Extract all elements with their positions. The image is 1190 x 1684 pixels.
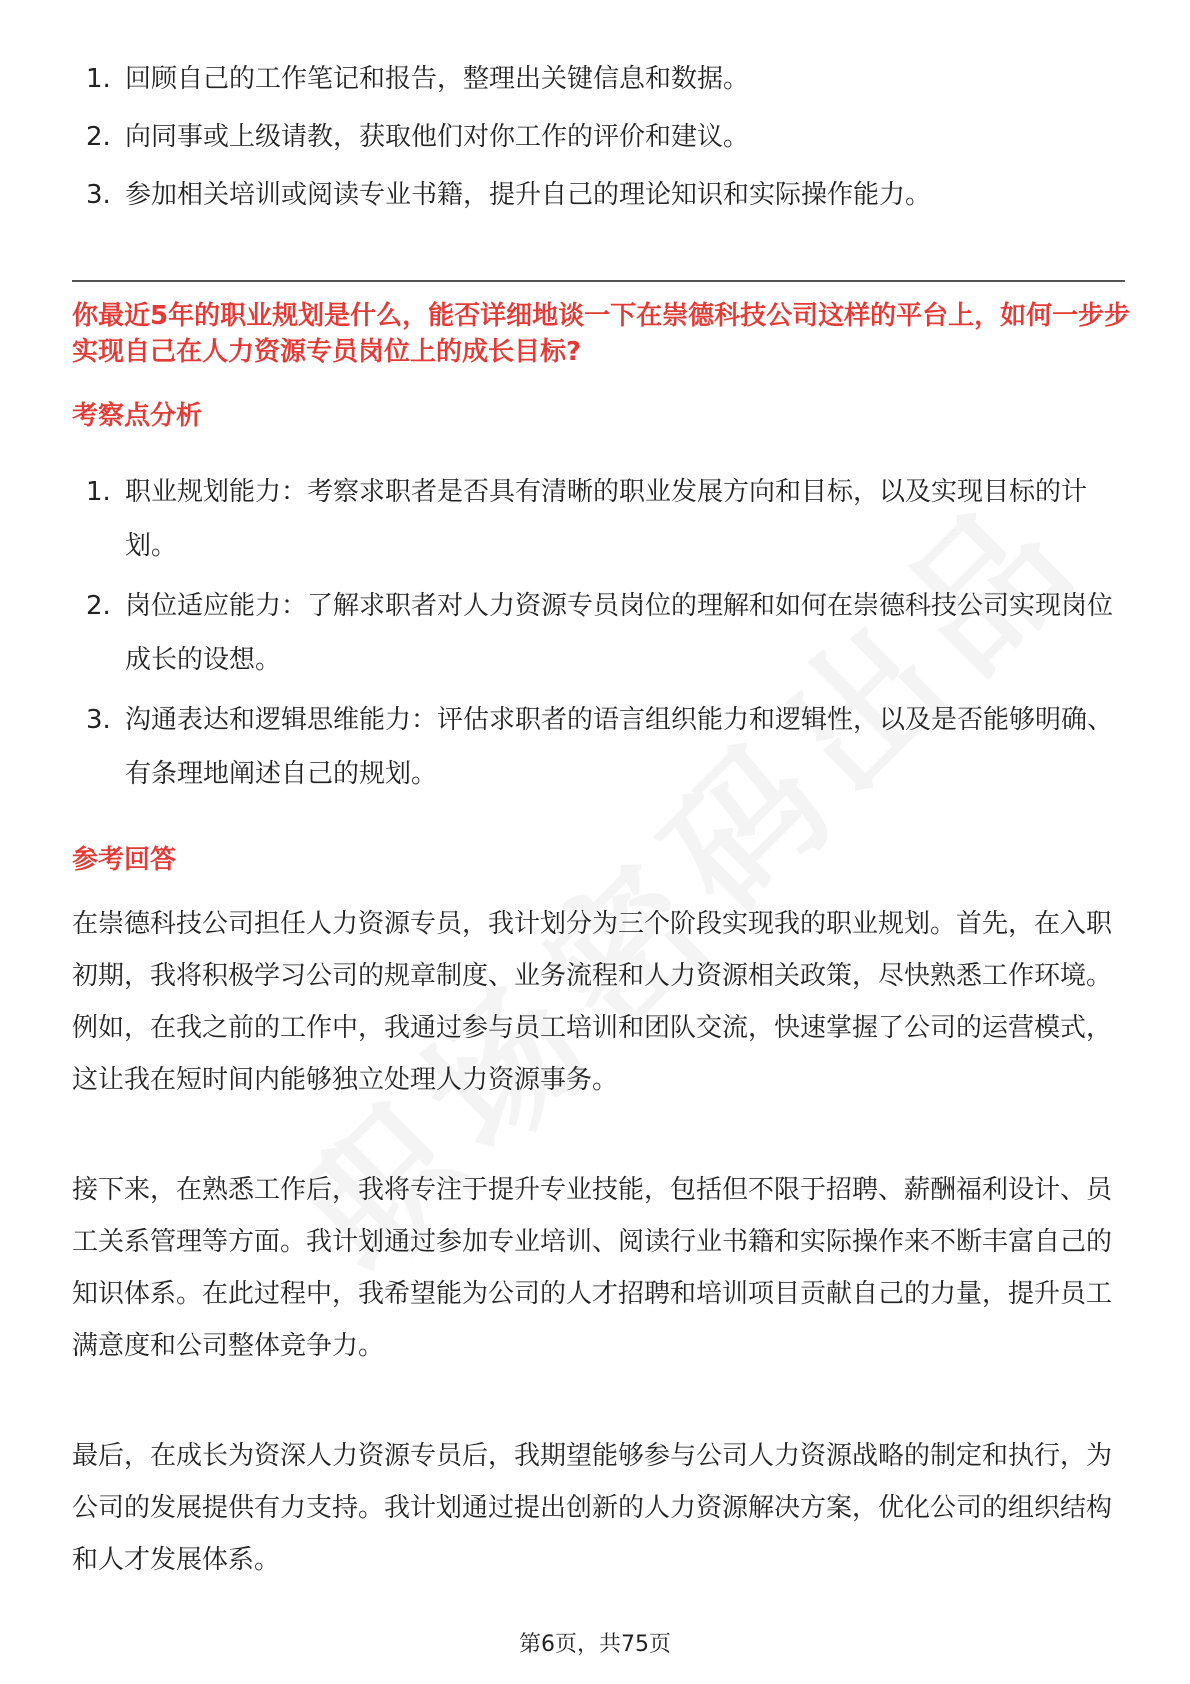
analysis-numbered-list: [72, 465, 1122, 807]
list-item-text: 参加相关培训或阅读专业书籍，提升自己的理论知识和实际操作能力。: [125, 180, 932, 210]
list-item-number: 1.: [86, 477, 111, 507]
list-item-text: 向同事或上级请教，获取他们对你工作的评价和建议。: [125, 122, 750, 152]
answer-paragraph: 最后，在成长为资深人力资源专员后，我期望能够参与公司人力资源战略的制定和执行，为公司的发展提供有力支持。我计划通过提出创新的人力资源解决方案，优化公司的组织结构和人才发展体系。: [72, 1441, 1113, 1575]
section-divider: [72, 280, 1125, 282]
page-number-footer: 第6页，共75页: [519, 1632, 671, 1657]
list-item: [72, 53, 1122, 105]
list-item-number: 2.: [86, 122, 111, 152]
list-item: [72, 693, 1122, 801]
list-item: [72, 465, 1122, 573]
answer-paragraph: 在崇德科技公司担任人力资源专员，我计划分为三个阶段实现我的职业规划。首先，在入职初期，我将积极学习公司的规章制度、业务流程和人力资源相关政策，尽快熟悉工作环境。例如，在我之前的工作中，我通过参与员工培训和团队交流，快速掌握了公司的运营模式，这让我在短时间内能够独立处理人力资源事务。: [72, 909, 1113, 1095]
list-item: [72, 579, 1122, 687]
list-item-text: 职业规划能力：考察求职者是否具有清晰的职业发展方向和目标，以及实现目标的计划。: [125, 477, 1088, 561]
list-item-number: 2.: [86, 591, 111, 621]
answer-paragraph: 接下来，在熟悉工作后，我将专注于提升专业技能，包括但不限于招聘、薪酬福利设计、员工关系管理等方面。我计划通过参加专业培训、阅读行业书籍和实际操作来不断丰富自己的知识体系。在此过程中，我希望能为公司的人才招聘和培训项目贡献自己的力量，提升员工满意度和公司整体竞争力。: [72, 1175, 1113, 1361]
list-item-number: 1.: [86, 64, 111, 94]
list-item: [72, 111, 1122, 163]
list-item-number: 3.: [86, 180, 111, 210]
top-numbered-list: [72, 53, 1122, 227]
analysis-heading: 考察点分析: [72, 401, 203, 431]
interview-question: 你最近5年的职业规划是什么，能否详细地谈一下在崇德科技公司这样的平台上，如何一步步实现自己在人力资源专员岗位上的成长目标?: [72, 301, 1131, 367]
list-item-text: 沟通表达和逻辑思维能力：评估求职者的语言组织能力和逻辑性，以及是否能够明确、有条理地阐述自己的规划。: [125, 705, 1114, 789]
answer-heading: 参考回答: [72, 845, 177, 875]
list-item-text: 回顾自己的工作笔记和报告，整理出关键信息和数据。: [125, 64, 750, 94]
list-item-number: 3.: [86, 705, 111, 735]
list-item: [72, 169, 1122, 221]
list-item-text: 岗位适应能力：了解求职者对人力资源专员岗位的理解和如何在崇德科技公司实现岗位成长的设想。: [125, 591, 1114, 675]
